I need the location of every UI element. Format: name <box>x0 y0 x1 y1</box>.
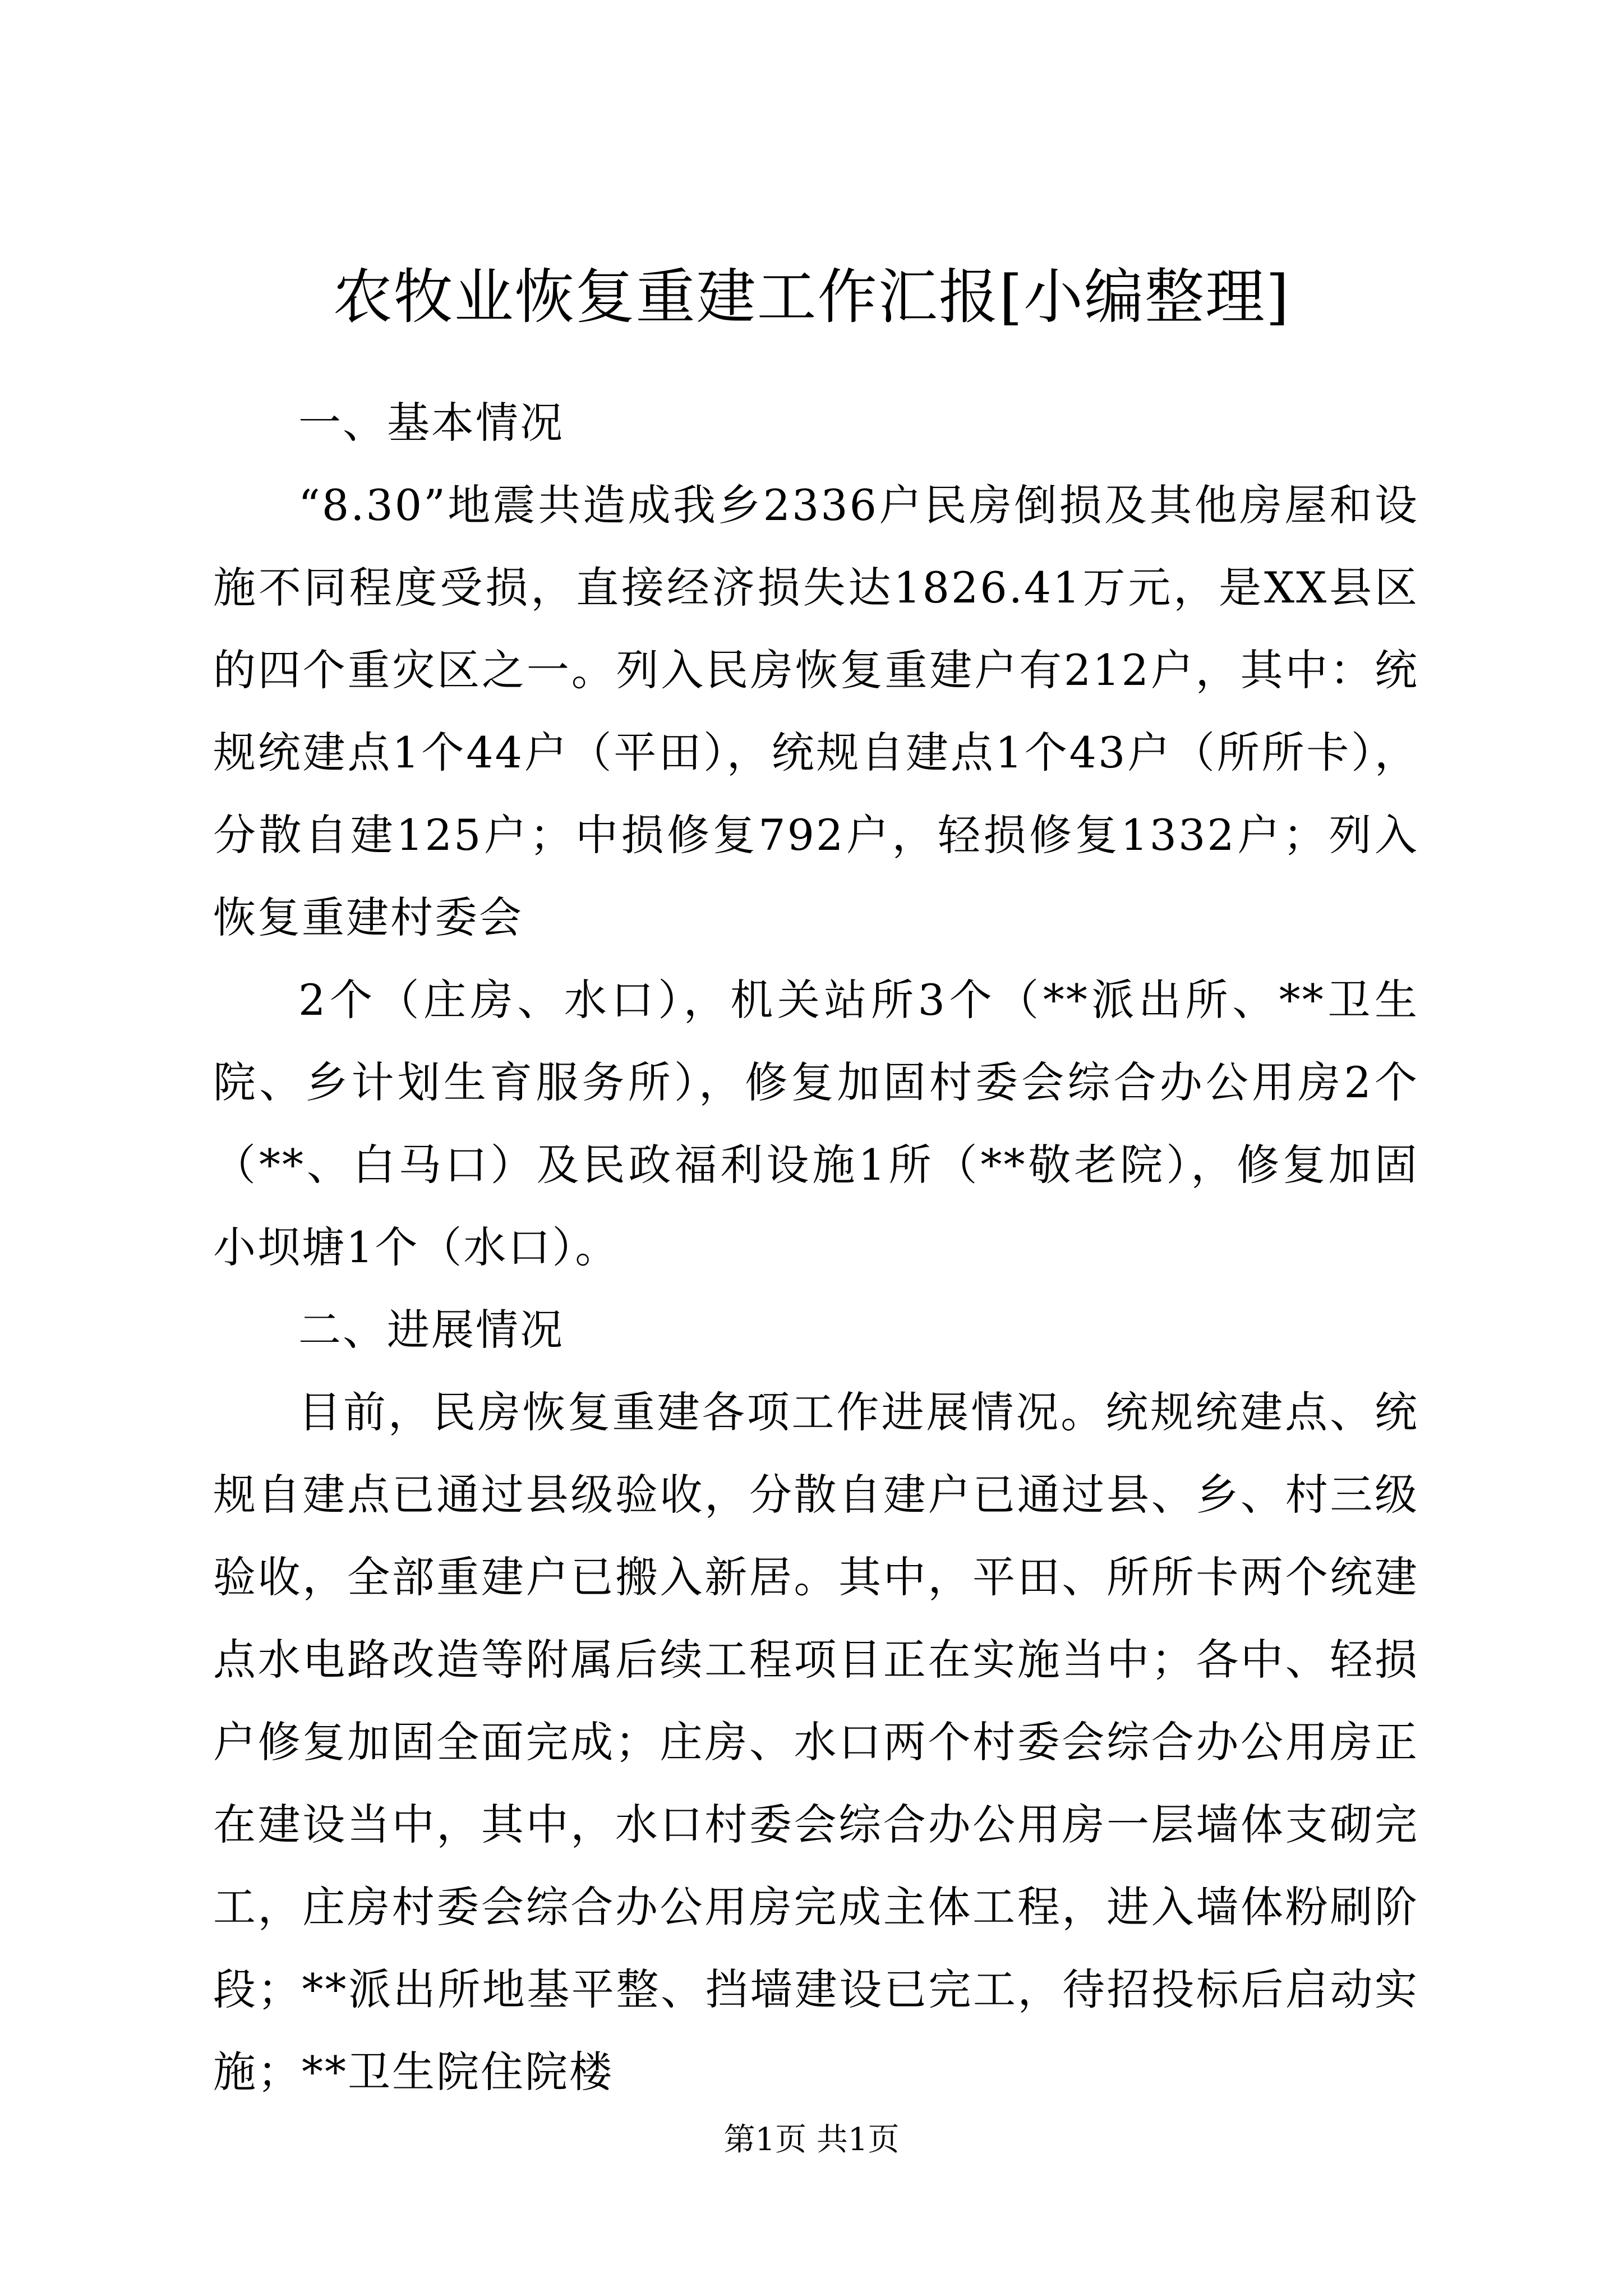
document-body <box>213 381 1419 2113</box>
section-heading-basic: 一、基本情况 <box>298 398 564 448</box>
document-title: 农牧业恢复重建工作汇报[小编整理] <box>333 263 1290 332</box>
paragraph-reconstruction-units: 2个（庄房、水口），机关站所3个（**派出所、**卫生院、乡计划生育服务所），修复加固村委会综合办公用房2个（**、白马口）及民政福利设施1所（**敬老院），修复加固小坝塘1个（水口）。 <box>213 975 1419 1272</box>
paragraph-progress-details: 目前，民房恢复重建各项工作进展情况。统规统建点、统规自建点已通过县级验收，分散自建户已通过县、乡、村三级验收，全部重建户已搬入新居。其中，平田、所所卡两个统建点水电路改造等附属后续工程项目正在实施当中；各中、轻损户修复加固全面完成；庄房、水口两个村委会综合办公用房正在建设当中，其中，水口村委会综合办公用房一层墙体支砌完工，庄房村委会综合办公用房完成主体工程，进入墙体粉刷阶段；**派出所地基平整、挡墙建设已完工，待招投标后启动实施；**卫生院住院楼 <box>213 1387 1419 2097</box>
page-footer: 第1页 共1页 <box>723 2122 900 2158</box>
section-heading-progress: 二、进展情况 <box>298 1305 564 1355</box>
paragraph-damage-summary: “8.30”地震共造成我乡2336户民房倒损及其他房屋和设施不同程度受损，直接经济损失达1826.41万元，是XX县区的四个重灾区之一。列入民房恢复重建户有212户，其中：统规统建点1个44户（平田），统规自建点1个43户（所所卡），分散自建125户；中损修复792户，轻损修复1332户；列入恢复重建村委会 <box>213 480 1419 942</box>
